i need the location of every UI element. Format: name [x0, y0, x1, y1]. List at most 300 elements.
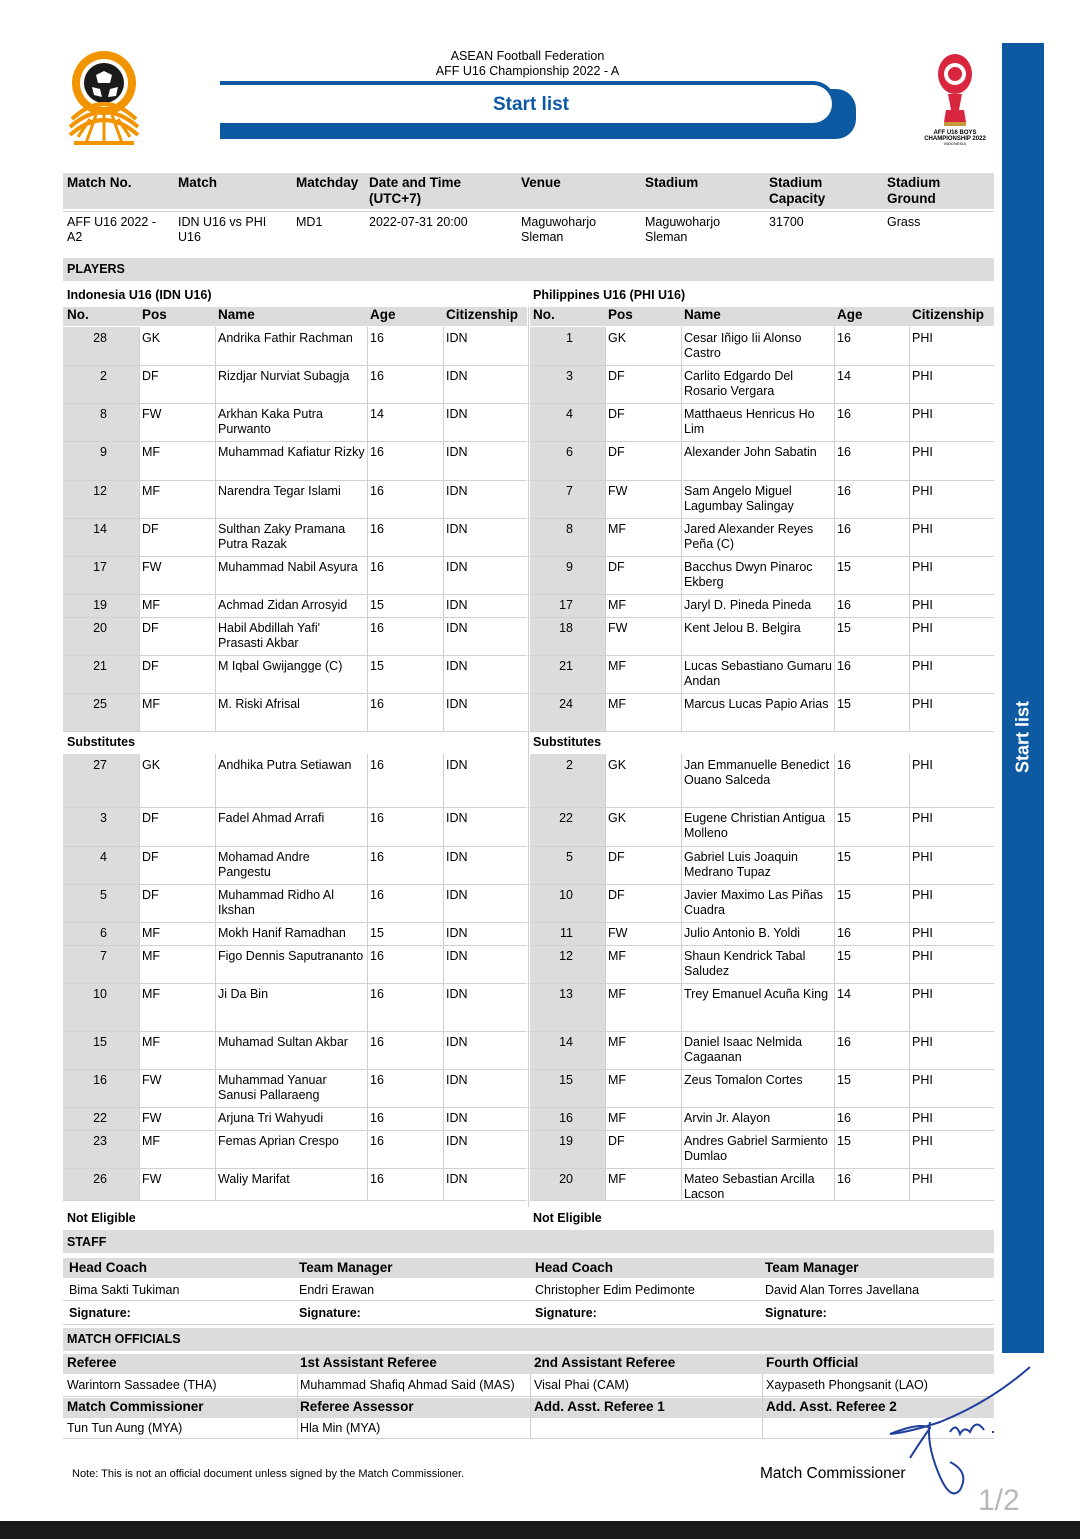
- match-value-cell: 2022-07-31 20:00: [369, 215, 468, 229]
- asean-football-federation-logo: [66, 49, 142, 145]
- row-divider: [63, 922, 527, 923]
- teamA-starters-cell: 21: [93, 659, 107, 673]
- teamB-subs-cell: Trey Emanuel Acuña King: [684, 987, 829, 1001]
- teamB-subs-cell: GK: [608, 758, 627, 772]
- teamB-subs-cell: 12: [559, 949, 573, 963]
- row-divider: [530, 594, 994, 595]
- official-role-label: Add. Asst. Referee 2: [766, 1399, 897, 1414]
- teamB-subs-cell: 11: [560, 926, 573, 940]
- teamB-subs-cell: 5: [566, 850, 573, 864]
- teamA-subs-cell: IDN: [446, 926, 468, 940]
- teamB-starters-cell: PHI: [912, 445, 933, 459]
- commissioner-signature: [880, 1362, 1050, 1512]
- teamA-subs-cell: Arjuna Tri Wahyudi: [218, 1111, 324, 1125]
- teamA-subs-cell: DF: [142, 850, 159, 864]
- official-role-label: Match Commissioner: [67, 1399, 204, 1414]
- teamA-starters-cell: DF: [142, 522, 159, 536]
- match-header-cell: Stadium Capacity: [769, 175, 826, 206]
- teamA-subs-cell: IDN: [446, 888, 468, 902]
- teamB-subs-cell: 15: [837, 1073, 851, 1087]
- teamA-subs-cell: IDN: [446, 987, 468, 1001]
- teamA-starters-cell: 20: [93, 621, 107, 635]
- column-divider: [834, 327, 835, 731]
- teamA-subs-cell: 3: [100, 811, 107, 825]
- teamA-subs-cell: 26: [93, 1172, 107, 1186]
- match-value-cell: IDN U16 vs PHI U16: [178, 215, 267, 244]
- teamA-subs-cell: 22: [93, 1111, 107, 1125]
- teamB-starters-cell: DF: [608, 445, 625, 459]
- official-role-label: Referee Assessor: [300, 1399, 414, 1414]
- teamA-subs-cell: DF: [142, 811, 159, 825]
- teamA-starters-cell: MF: [142, 697, 161, 711]
- row-divider: [63, 1200, 527, 1201]
- column-divider: [605, 327, 606, 731]
- match-value-cell: MD1: [296, 215, 323, 229]
- teamA-subs-cell: 16: [370, 949, 384, 963]
- teamA-subs-cell: 16: [370, 1073, 384, 1087]
- page-number: 1/2: [978, 1484, 1020, 1517]
- teamA-subs-cell: MF: [142, 1134, 161, 1148]
- row-divider: [63, 807, 527, 808]
- row-divider: [530, 1107, 994, 1108]
- teamB-subs-cell: PHI: [912, 1111, 933, 1125]
- teamB-starters-cell: 8: [566, 522, 573, 536]
- column-divider: [215, 327, 216, 731]
- teamA-starters-cell: 16: [370, 522, 384, 536]
- teamA-starters-cell: 12: [93, 484, 107, 498]
- row-divider: [63, 480, 527, 481]
- row-divider: [63, 1396, 994, 1397]
- staff-member-name: Endri Erawan: [299, 1283, 375, 1297]
- teamA-subs-cell: 16: [370, 1134, 384, 1148]
- teamB-subs-cell: PHI: [912, 850, 933, 864]
- header-federation-block: [330, 49, 725, 79]
- teamA-subs-cell: 16: [370, 888, 384, 902]
- viewer-bottom-bar: [0, 1521, 1080, 1539]
- teamB-starters-cell: 4: [566, 407, 573, 421]
- teamA-not-eligible-label: Not Eligible: [67, 1211, 136, 1225]
- staff-role-label: Head Coach: [69, 1260, 148, 1275]
- teamA-starters-cell: IDN: [446, 484, 468, 498]
- teamB-subs-cell: MF: [608, 987, 627, 1001]
- teamA-subs-cell: 27: [93, 758, 107, 772]
- row-divider: [63, 1130, 527, 1131]
- teamB-team-name: Philippines U16 (PHI U16): [533, 288, 686, 302]
- teamA-subs-cell: 16: [93, 1073, 107, 1087]
- match-header-cell: Venue: [521, 175, 561, 190]
- row-divider: [530, 846, 994, 847]
- teamA-subs-cell: 15: [370, 926, 384, 940]
- side-bar-label: Start list: [1012, 700, 1033, 774]
- teamA-starters-cell: DF: [142, 621, 159, 635]
- teamB-subs-cell: 15: [837, 811, 851, 825]
- teamA-starters-cell: Rizdjar Nurviat Subagja: [218, 369, 350, 383]
- teamB-starters-cell: 15: [837, 621, 851, 635]
- official-role-label: Add. Asst. Referee 1: [534, 1399, 665, 1414]
- column-divider: [605, 754, 606, 1200]
- teamA-subs-cell: 16: [370, 987, 384, 1001]
- teamB-subs-cell: MF: [608, 1035, 627, 1049]
- officials-section-label: MATCH OFFICIALS: [67, 1332, 181, 1346]
- teamA-starters-cell: 14: [93, 522, 107, 536]
- teamA-subs-cell: Mohamad Andre Pangestu: [218, 850, 310, 879]
- row-divider: [63, 1107, 527, 1108]
- teamA-subs-cell: 16: [370, 850, 384, 864]
- teamB-subs-cell: 15: [837, 1134, 851, 1148]
- official-name: Muhammad Shafiq Ahmad Said (MAS): [300, 1378, 515, 1392]
- staff-role-label: Team Manager: [765, 1260, 859, 1275]
- teamB-subs-cell: PHI: [912, 1134, 933, 1148]
- official-name: Tun Tun Aung (MYA): [67, 1421, 183, 1435]
- staff-role-label: Head Coach: [535, 1260, 614, 1275]
- teamB-subs-cell: PHI: [912, 1073, 933, 1087]
- teamA-starters-cell: Achmad Zidan Arrosyid: [218, 598, 348, 612]
- row-divider: [530, 1069, 994, 1070]
- teamA-subs-cell: IDN: [446, 1035, 468, 1049]
- row-divider: [63, 403, 527, 404]
- row-divider: [530, 365, 994, 366]
- row-divider: [63, 884, 527, 885]
- teamB-starters-cell: PHI: [912, 697, 933, 711]
- teamA-subs-cell: IDN: [446, 1111, 468, 1125]
- teamB-subs-cell: Julio Antonio B. Yoldi: [684, 926, 801, 940]
- column-divider: [762, 1374, 763, 1438]
- teamB-starters-cell: 16: [837, 484, 851, 498]
- match-header-cell: Match: [178, 175, 218, 190]
- teamB-subs-cell: DF: [608, 888, 625, 902]
- teamA-starters-cell: 9: [100, 445, 107, 459]
- staff-member-name: Bima Sakti Tukiman: [69, 1283, 180, 1297]
- teamB-starters-cell: MF: [608, 697, 627, 711]
- teamB-subs-cell: Andres Gabriel Sarmiento Dumlao: [684, 1134, 828, 1163]
- row-divider: [63, 556, 527, 557]
- row-divider: [530, 1031, 994, 1032]
- document-title: Start list: [492, 94, 570, 115]
- teamA-starters-cell: DF: [142, 369, 159, 383]
- official-name: Warintorn Sassadee (THA): [67, 1378, 217, 1392]
- row-divider: [530, 518, 994, 519]
- federation-name: ASEAN Football Federation: [450, 49, 605, 63]
- teamB-starters-cell: DF: [608, 560, 625, 574]
- trophy-logo-line2: CHAMPIONSHIP 2022: [924, 136, 986, 142]
- teamA-subs-cell: Mokh Hanif Ramadhan: [218, 926, 346, 940]
- teamB-starters-cell: 16: [837, 522, 851, 536]
- row-divider: [530, 617, 994, 618]
- column-divider: [443, 327, 444, 731]
- teamA-subs-cell: 16: [370, 1111, 384, 1125]
- column-divider: [297, 1374, 298, 1438]
- teamA-starters-cell: 16: [370, 621, 384, 635]
- teamB-subs-cell: GK: [608, 811, 627, 825]
- teamB-subs-cell: MF: [608, 1111, 627, 1125]
- teamB-starters-cell: MF: [608, 598, 627, 612]
- teamA-subs-cell: 16: [370, 758, 384, 772]
- teamB-subs-cell: PHI: [912, 1172, 933, 1186]
- teamA-starters-cell: FW: [142, 407, 162, 421]
- teamA-subs-cell: IDN: [446, 1134, 468, 1148]
- teamB-subs-cell: DF: [608, 1134, 625, 1148]
- match-header-cell: Matchday: [296, 175, 359, 190]
- teamA-substitutes-label: Substitutes: [67, 735, 136, 749]
- teamA-starters-cell: IDN: [446, 621, 468, 635]
- teamA-starters-cell: IDN: [446, 560, 468, 574]
- teamB-starters-cell: 16: [837, 445, 851, 459]
- teamB-subs-cell: PHI: [912, 987, 933, 1001]
- teamA-starters-cell: IDN: [446, 445, 468, 459]
- teamA-starters-cell: Sulthan Zaky Pramana Putra Razak: [218, 522, 346, 551]
- teamA-subs-cell: MF: [142, 1035, 161, 1049]
- teamB-starters-cell: PHI: [912, 560, 933, 574]
- teamA-subs-cell: Femas Aprian Crespo: [218, 1134, 339, 1148]
- teamA-player-header-cell: Age: [370, 307, 396, 322]
- teamA-subs-cell: 16: [370, 811, 384, 825]
- teamB-subs-cell: 13: [559, 987, 573, 1001]
- teamA-starters-cell: MF: [142, 484, 161, 498]
- row-divider: [63, 365, 527, 366]
- match-value-cell: AFF U16 2022 - A2: [67, 215, 156, 244]
- row-divider: [63, 655, 527, 656]
- teamB-not-eligible-label: Not Eligible: [533, 1211, 602, 1225]
- row-divider: [63, 983, 527, 984]
- row-divider: [530, 807, 994, 808]
- staff-signature-label: Signature:: [765, 1306, 827, 1320]
- row-divider: [63, 945, 527, 946]
- teamB-subs-cell: Gabriel Luis Joaquin Medrano Tupaz: [684, 850, 798, 879]
- teamA-subs-cell: Muhammad Ridho Al Ikshan: [218, 888, 335, 917]
- row-divider: [63, 211, 994, 212]
- teamB-subs-cell: 2: [566, 758, 573, 772]
- teamA-starters-cell: 17: [93, 560, 107, 574]
- teamB-starters-cell: Marcus Lucas Papio Arias: [684, 697, 829, 711]
- title-bar: [220, 81, 836, 127]
- teamB-starters-cell: PHI: [912, 522, 933, 536]
- teamA-starters-cell: 25: [93, 697, 107, 711]
- match-header-cell: Stadium: [645, 175, 699, 190]
- row-divider: [530, 731, 994, 732]
- match-commissioner-label: Match Commissioner: [760, 1465, 906, 1482]
- teamB-subs-cell: 16: [837, 758, 851, 772]
- official-role-label: 1st Assistant Referee: [300, 1355, 437, 1370]
- match-value-cell: 31700: [769, 215, 804, 229]
- official-role-label: 2nd Assistant Referee: [534, 1355, 676, 1370]
- teamB-starters-cell: Bacchus Dwyn Pinaroc Ekberg: [684, 560, 813, 589]
- teamA-subs-cell: GK: [142, 758, 161, 772]
- teamB-subs-cell: Eugene Christian Antigua Molleno: [684, 811, 826, 840]
- teamB-starters-cell: Carlito Edgardo Del Rosario Vergara: [684, 369, 794, 398]
- row-divider: [63, 846, 527, 847]
- teamB-starters-cell: Cesar Iñigo Iii Alonso Castro: [684, 331, 802, 360]
- teamB-subs-cell: 14: [837, 987, 851, 1001]
- column-divider: [367, 327, 368, 731]
- teamB-starters-cell: PHI: [912, 621, 933, 635]
- teamA-starters-cell: M Iqbal Gwijangge (C): [218, 659, 343, 673]
- teamA-starters-cell: IDN: [446, 331, 468, 345]
- teamA-subs-cell: Muhammad Yanuar Sanusi Pallaraeng: [218, 1073, 327, 1102]
- teamB-starters-cell: 16: [837, 598, 851, 612]
- row-divider: [530, 983, 994, 984]
- teamA-subs-cell: FW: [142, 1111, 162, 1125]
- teamA-starters-cell: MF: [142, 445, 161, 459]
- staff-role-label: Team Manager: [299, 1260, 393, 1275]
- match-header-cell: Date and Time (UTC+7): [369, 175, 462, 206]
- teamB-subs-cell: Shaun Kendrick Tabal Saludez: [684, 949, 806, 978]
- row-divider: [63, 1324, 994, 1325]
- teamA-starters-cell: Arkhan Kaka Putra Purwanto: [218, 407, 323, 436]
- row-divider: [530, 556, 994, 557]
- teamB-subs-cell: 20: [559, 1172, 573, 1186]
- teamA-subs-cell: MF: [142, 987, 161, 1001]
- teamB-subs-cell: 16: [837, 926, 851, 940]
- teamB-starters-cell: PHI: [912, 598, 933, 612]
- teamA-subs-cell: IDN: [446, 1172, 468, 1186]
- column-divider: [909, 327, 910, 731]
- row-divider: [63, 693, 527, 694]
- teamA-subs-cell: 16: [370, 1172, 384, 1186]
- column-divider: [681, 754, 682, 1200]
- championship-name: AFF U16 Championship 2022 - A: [435, 64, 620, 78]
- teamB-subs-cell: FW: [608, 926, 628, 940]
- column-divider: [443, 754, 444, 1200]
- aff-u16-trophy-logo: [918, 50, 992, 146]
- official-role-label: Fourth Official: [766, 1355, 859, 1370]
- row-divider: [63, 1069, 527, 1070]
- staff-section-label: STAFF: [67, 1235, 107, 1249]
- official-name: Hla Min (MYA): [300, 1421, 381, 1435]
- staff-signature-label: Signature:: [69, 1306, 131, 1320]
- teamA-subs-cell: Figo Dennis Saputrananto: [218, 949, 364, 963]
- teamB-subs-cell: 15: [837, 850, 851, 864]
- staff-member-name: David Alan Torres Javellana: [765, 1283, 920, 1297]
- teamA-subs-cell: FW: [142, 1172, 162, 1186]
- teamB-starters-cell: 15: [837, 697, 851, 711]
- teamA-starters-cell: M. Riski Afrisal: [218, 697, 300, 711]
- teamA-starters-cell: Andrika Fathir Rachman: [218, 331, 353, 345]
- column-divider: [139, 754, 140, 1200]
- teamB-subs-cell: MF: [608, 1073, 627, 1087]
- match-header-cell: Match No.: [67, 175, 132, 190]
- teamB-starters-cell: PHI: [912, 407, 933, 421]
- teamA-starters-cell: IDN: [446, 598, 468, 612]
- teamA-starters-cell: 16: [370, 369, 384, 383]
- teamB-starters-cell: MF: [608, 659, 627, 673]
- teamA-starters-cell: FW: [142, 560, 162, 574]
- teamA-subs-cell: 10: [93, 987, 107, 1001]
- teamB-starters-cell: PHI: [912, 484, 933, 498]
- teamB-starters-cell: DF: [608, 369, 625, 383]
- official-role-label: Referee: [67, 1355, 117, 1370]
- teamB-starters-cell: PHI: [912, 369, 933, 383]
- teamB-subs-cell: 16: [837, 1111, 851, 1125]
- row-divider: [63, 518, 527, 519]
- column-divider: [530, 1374, 531, 1438]
- teamB-subs-cell: 15: [837, 888, 851, 902]
- teamB-starters-cell: 3: [566, 369, 573, 383]
- row-divider: [63, 1300, 994, 1301]
- staff-signature-label: Signature:: [299, 1306, 361, 1320]
- teamB-starters-cell: MF: [608, 522, 627, 536]
- teamB-subs-cell: PHI: [912, 888, 933, 902]
- teamA-subs-cell: Andhika Putra Setiawan: [218, 758, 352, 772]
- teamB-starters-cell: 15: [837, 560, 851, 574]
- teamB-player-header-cell: Citizenship: [912, 307, 985, 322]
- teamB-starters-cell: 21: [559, 659, 573, 673]
- row-divider: [530, 922, 994, 923]
- teamB-subs-cell: Jan Emmanuelle Benedict Ouano Salceda: [684, 758, 830, 787]
- teamA-starters-cell: 16: [370, 697, 384, 711]
- teamA-player-header-cell: Name: [218, 307, 255, 322]
- teamA-subs-cell: 16: [370, 1035, 384, 1049]
- teamB-player-header-cell: Age: [837, 307, 863, 322]
- teamA-subs-cell: MF: [142, 949, 161, 963]
- teamB-starters-cell: 7: [566, 484, 573, 498]
- row-divider: [530, 441, 994, 442]
- match-value-cell: Maguwoharjo Sleman: [521, 215, 597, 244]
- side-bar: [1002, 43, 1044, 1353]
- teamA-subs-cell: Waliy Marifat: [218, 1172, 290, 1186]
- teamB-starters-cell: PHI: [912, 331, 933, 345]
- teamA-starters-cell: Narendra Tegar Islami: [218, 484, 341, 498]
- row-divider: [63, 441, 527, 442]
- teamA-subs-cell: IDN: [446, 949, 468, 963]
- teamB-subs-cell: MF: [608, 949, 627, 963]
- teamB-subs-cell: 14: [559, 1035, 573, 1049]
- teamA-subs-cell: DF: [142, 888, 159, 902]
- teamA-starters-cell: IDN: [446, 659, 468, 673]
- teamB-starters-cell: Lucas Sebastiano Gumaru Andan: [684, 659, 833, 688]
- teamA-subs-cell: 6: [100, 926, 107, 940]
- teamB-starters-cell: 6: [566, 445, 573, 459]
- teamB-starters-cell: 9: [566, 560, 573, 574]
- teamA-subs-cell: IDN: [446, 758, 468, 772]
- column-divider: [681, 327, 682, 731]
- match-value-cell: Maguwoharjo Sleman: [645, 215, 721, 244]
- teamA-starters-cell: 19: [93, 598, 107, 612]
- teamB-player-header-cell: Pos: [608, 307, 633, 322]
- teamA-subs-cell: 5: [100, 888, 107, 902]
- teamA-starters-cell: 14: [370, 407, 384, 421]
- teamA-subs-cell: FW: [142, 1073, 162, 1087]
- teamA-subs-cell: MF: [142, 926, 161, 940]
- teamA-starters-cell: 16: [370, 331, 384, 345]
- official-name: Visal Phai (CAM): [534, 1378, 629, 1392]
- match-header-cell: Stadium Ground: [887, 175, 941, 206]
- teamB-subs-cell: PHI: [912, 758, 933, 772]
- teamB-starters-cell: Jared Alexander Reyes Peña (C): [684, 522, 814, 551]
- teamA-starters-cell: Muhammad Kafiatur Rizky: [218, 445, 365, 459]
- teamB-starters-cell: FW: [608, 621, 628, 635]
- teamA-starters-cell: 8: [100, 407, 107, 421]
- trophy-logo-line3: INDONESIA: [943, 141, 967, 146]
- teamB-starters-cell: 17: [559, 598, 573, 612]
- teamA-starters-cell: 15: [370, 598, 384, 612]
- teamA-player-header-cell: Citizenship: [446, 307, 519, 322]
- column-divider: [909, 754, 910, 1200]
- official-name: Xaypaseth Phongsanit (LAO): [766, 1378, 928, 1392]
- teamB-subs-cell: MF: [608, 1172, 627, 1186]
- teamA-player-header-cell: Pos: [142, 307, 167, 322]
- teamB-subs-cell: 22: [559, 811, 573, 825]
- teamB-subs-cell: DF: [608, 850, 625, 864]
- teamA-starters-cell: IDN: [446, 407, 468, 421]
- teamB-starters-cell: Sam Angelo Miguel Lagumbay Salingay: [684, 484, 794, 513]
- teamB-starters-cell: 14: [837, 369, 851, 383]
- teamB-subs-cell: 15: [559, 1073, 573, 1087]
- teamB-subs-cell: PHI: [912, 949, 933, 963]
- teamB-subs-cell: 16: [559, 1111, 573, 1125]
- teamA-starters-cell: 28: [93, 331, 107, 345]
- teamB-starters-cell: 18: [559, 621, 573, 635]
- row-divider: [530, 1200, 994, 1201]
